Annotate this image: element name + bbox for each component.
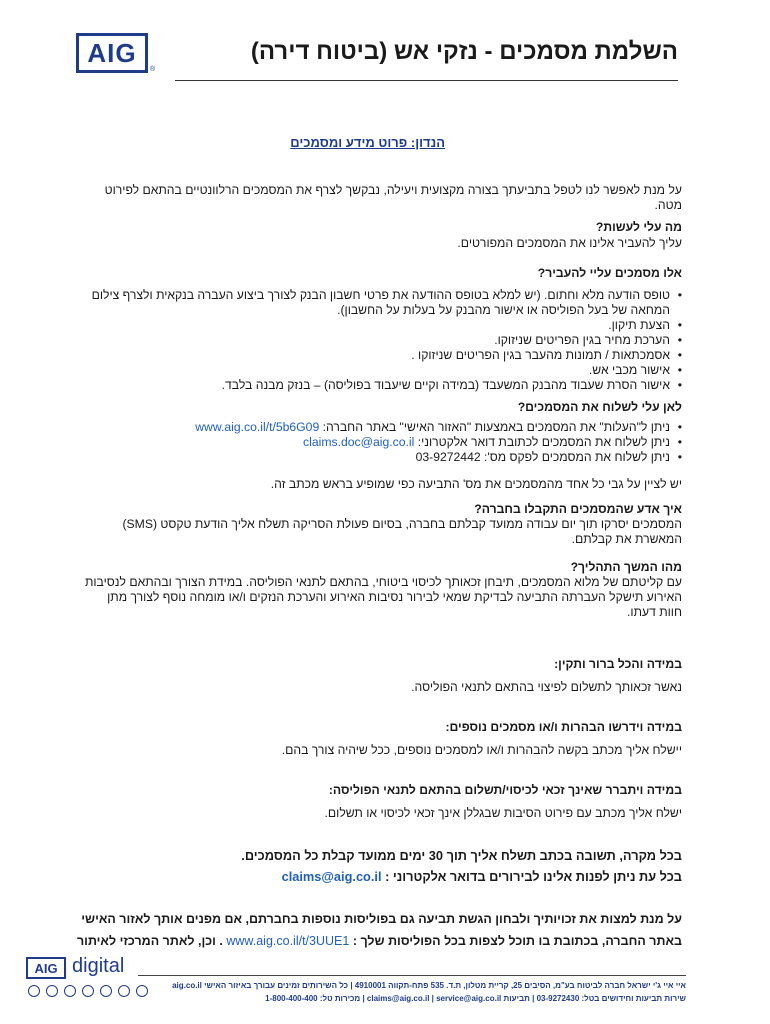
contact-line xyxy=(82,869,682,884)
portal-line-2 xyxy=(72,930,682,952)
received-question: איך אדע שהמסמכים התקבלו בחברה? xyxy=(474,502,682,516)
footer-aig-logo xyxy=(26,957,66,979)
answer-time-note: בכל מקרה, תשובה בכתב תשלח אליך תוך 30 ימים ממועד קבלת כל המסמכים. xyxy=(241,848,682,863)
list-item: • הערכת מחיר בגין הפריטים שניזוקו. xyxy=(82,333,682,348)
list-item: • הצעת תיקון. xyxy=(82,318,682,333)
what-to-do-answer: עליך להעביר אלינו את המסמכים המפורטים. xyxy=(457,236,682,250)
claim-number-note: יש לציין על גבי כל אחד מהמסמכים את מס' התביעה כפי שמופיע בראש מכתב זה. xyxy=(270,477,682,491)
contact-text: בכל עת ניתן לפנות אלינו לבירורים בדואר אלקטרוני : xyxy=(381,869,682,884)
portal-text-before: באתר החברה, בכתובת בו תוכל לצפות בכל הפוליסות שלך : xyxy=(352,934,682,948)
portal-text-after: . וכן, לאתר המרכזי לאיתור xyxy=(76,934,223,948)
app-icon xyxy=(28,985,40,997)
send-option-email: ניתן לשלוח את המסמכים לכתובת דואר אלקטרוני: xyxy=(414,435,670,449)
which-docs-list xyxy=(82,288,682,393)
subject-line: הנדון: פרוט מידע ומסמכים xyxy=(290,135,445,150)
aig-logo-text: AIG xyxy=(87,37,137,68)
web-icon xyxy=(46,985,58,997)
case-denied-text: ישלח אליך מכתב עם פירוט הסיבות שבגללן אינך זכאי לכיסוי או תשלום. xyxy=(324,806,682,820)
footer-divider xyxy=(138,975,686,976)
case-denied-heading: במידה ויתברר שאינך זכאי לכיסוי/תשלום בהתאם לתנאי הפוליסה: xyxy=(328,783,682,797)
aig-logo xyxy=(76,33,148,73)
footer-logo-text: AIG xyxy=(34,960,58,976)
list-item xyxy=(82,420,682,435)
claims-doc-email-link[interactable]: claims.doc@aig.co.il xyxy=(303,435,415,449)
registered-mark: ® xyxy=(150,66,156,73)
page-title: השלמת מסמכים - נזקי אש (ביטוח דירה) xyxy=(250,38,678,65)
send-option-fax: ניתן לשלוח את המסמכים לפקס מס': 03-9272442 xyxy=(415,450,670,464)
footer-digital-wordmark: digital xyxy=(72,955,125,977)
list-item: • אישור מכבי אש. xyxy=(82,363,682,378)
portal-link[interactable]: www.aig.co.il/t/3UUE1 xyxy=(226,934,350,948)
phone-icon xyxy=(64,985,76,997)
claims-email-link[interactable]: claims@aig.co.il xyxy=(281,869,382,884)
which-docs-question: אלו מסמכים עליי להעביר? xyxy=(537,266,682,280)
send-option-upload: ניתן ל"העלות" את המסמכים באמצעות "האזור האישי" באתר החברה: xyxy=(319,420,670,434)
case-ok-heading: במידה והכל ברור ותקין: xyxy=(554,657,682,671)
list-item xyxy=(82,450,682,465)
intro-text: על מנת לאפשר לנו לטפל בתביעתך בצורה מקצועית ויעילה, נבקשך לצרף את המסמכים הרלוונטיים בהתאם לפירוט מטה. xyxy=(104,183,682,212)
title-divider xyxy=(175,80,678,81)
what-to-do-question: מה עלי לעשות? xyxy=(595,220,682,234)
list-item: • טופס הודעה מלא וחתום. (יש למלא בטופס ההודעה את פרטי חשבון הבנק לצורך ביצוע העברה בנקאית ולצרף צילום המחאה של בעל הפוליסה או אישור מהבנק על בעלות על החשבון). xyxy=(82,288,682,318)
upload-link[interactable]: www.aig.co.il/t/5b6G09 xyxy=(195,420,320,434)
list-item: • אסמכתאות / תמונות מהעבר בגין הפריטים שניזוקו . xyxy=(82,348,682,363)
next-steps-question: מהו המשך התהליך? xyxy=(570,560,682,574)
next-steps-answer: עם קליטתם של מלוא המסמכים, תיבחן זכאותך לכיסוי ביטוחי, בהתאם לתנאי הפוליסה. במידת הצורך ובהתאם לנסיבות האירוע תישקל העברתה התביעה לבדיקת שמאי לבירור נסיבות האירוע והערכת הנזקים ו/או מומחה נוסף לצורך מתן חוות דעתו. xyxy=(84,575,682,619)
case-more-text: יישלח אליך מכתב בקשה להבהרות ו/או למסמכים נוספים, ככל שיהיה צורך בהם. xyxy=(281,743,682,757)
footer-address: איי איי ג'י ישראל חברה לביטוח בע"מ, הסיבים 25, קריית מטלון, ת.ד. 535 פתח-תקווה 4910001 | כל השירותים זמינים עבורך באיזור האישי aig.co.il xyxy=(172,981,686,990)
footer-contacts: שירות תביעות וחידושים בטל: 03-9272430 | תביעות claims@aig.co.il | service@aig.co.il | מכירות טל: 1-800-400-400 xyxy=(265,994,686,1003)
received-answer: המסמכים יסרקו תוך יום עבודה ממועד קבלתם בחברה, בסיום פעולת הסריקה תשלח אליך הודעת טקסט (SMS) המאשרת את קבלתם. xyxy=(122,517,682,546)
case-ok-text: נאשר זכאותך לתשלום לפיצוי בהתאם לתנאי הפוליסה. xyxy=(411,680,682,694)
where-send-list xyxy=(82,420,682,465)
where-send-question: לאן עלי לשלוח את המסמכים? xyxy=(517,400,682,414)
portal-line-1: על מנת למצות את זכויותיך ולבחון הגשת תביעה גם בפוליסות נוספות בחברתם, אם מפנים אותך לאזור האישי xyxy=(81,912,682,926)
list-item: • אישור הסרת שעבוד מהבנק המשעבד (במידה וקיים שיעבוד בפוליסה) – בנזק מבנה בלבד. xyxy=(82,378,682,393)
list-item xyxy=(82,435,682,450)
case-more-heading: במידה וידרשו הבהרות ו/או מסמכים נוספים: xyxy=(445,720,682,734)
